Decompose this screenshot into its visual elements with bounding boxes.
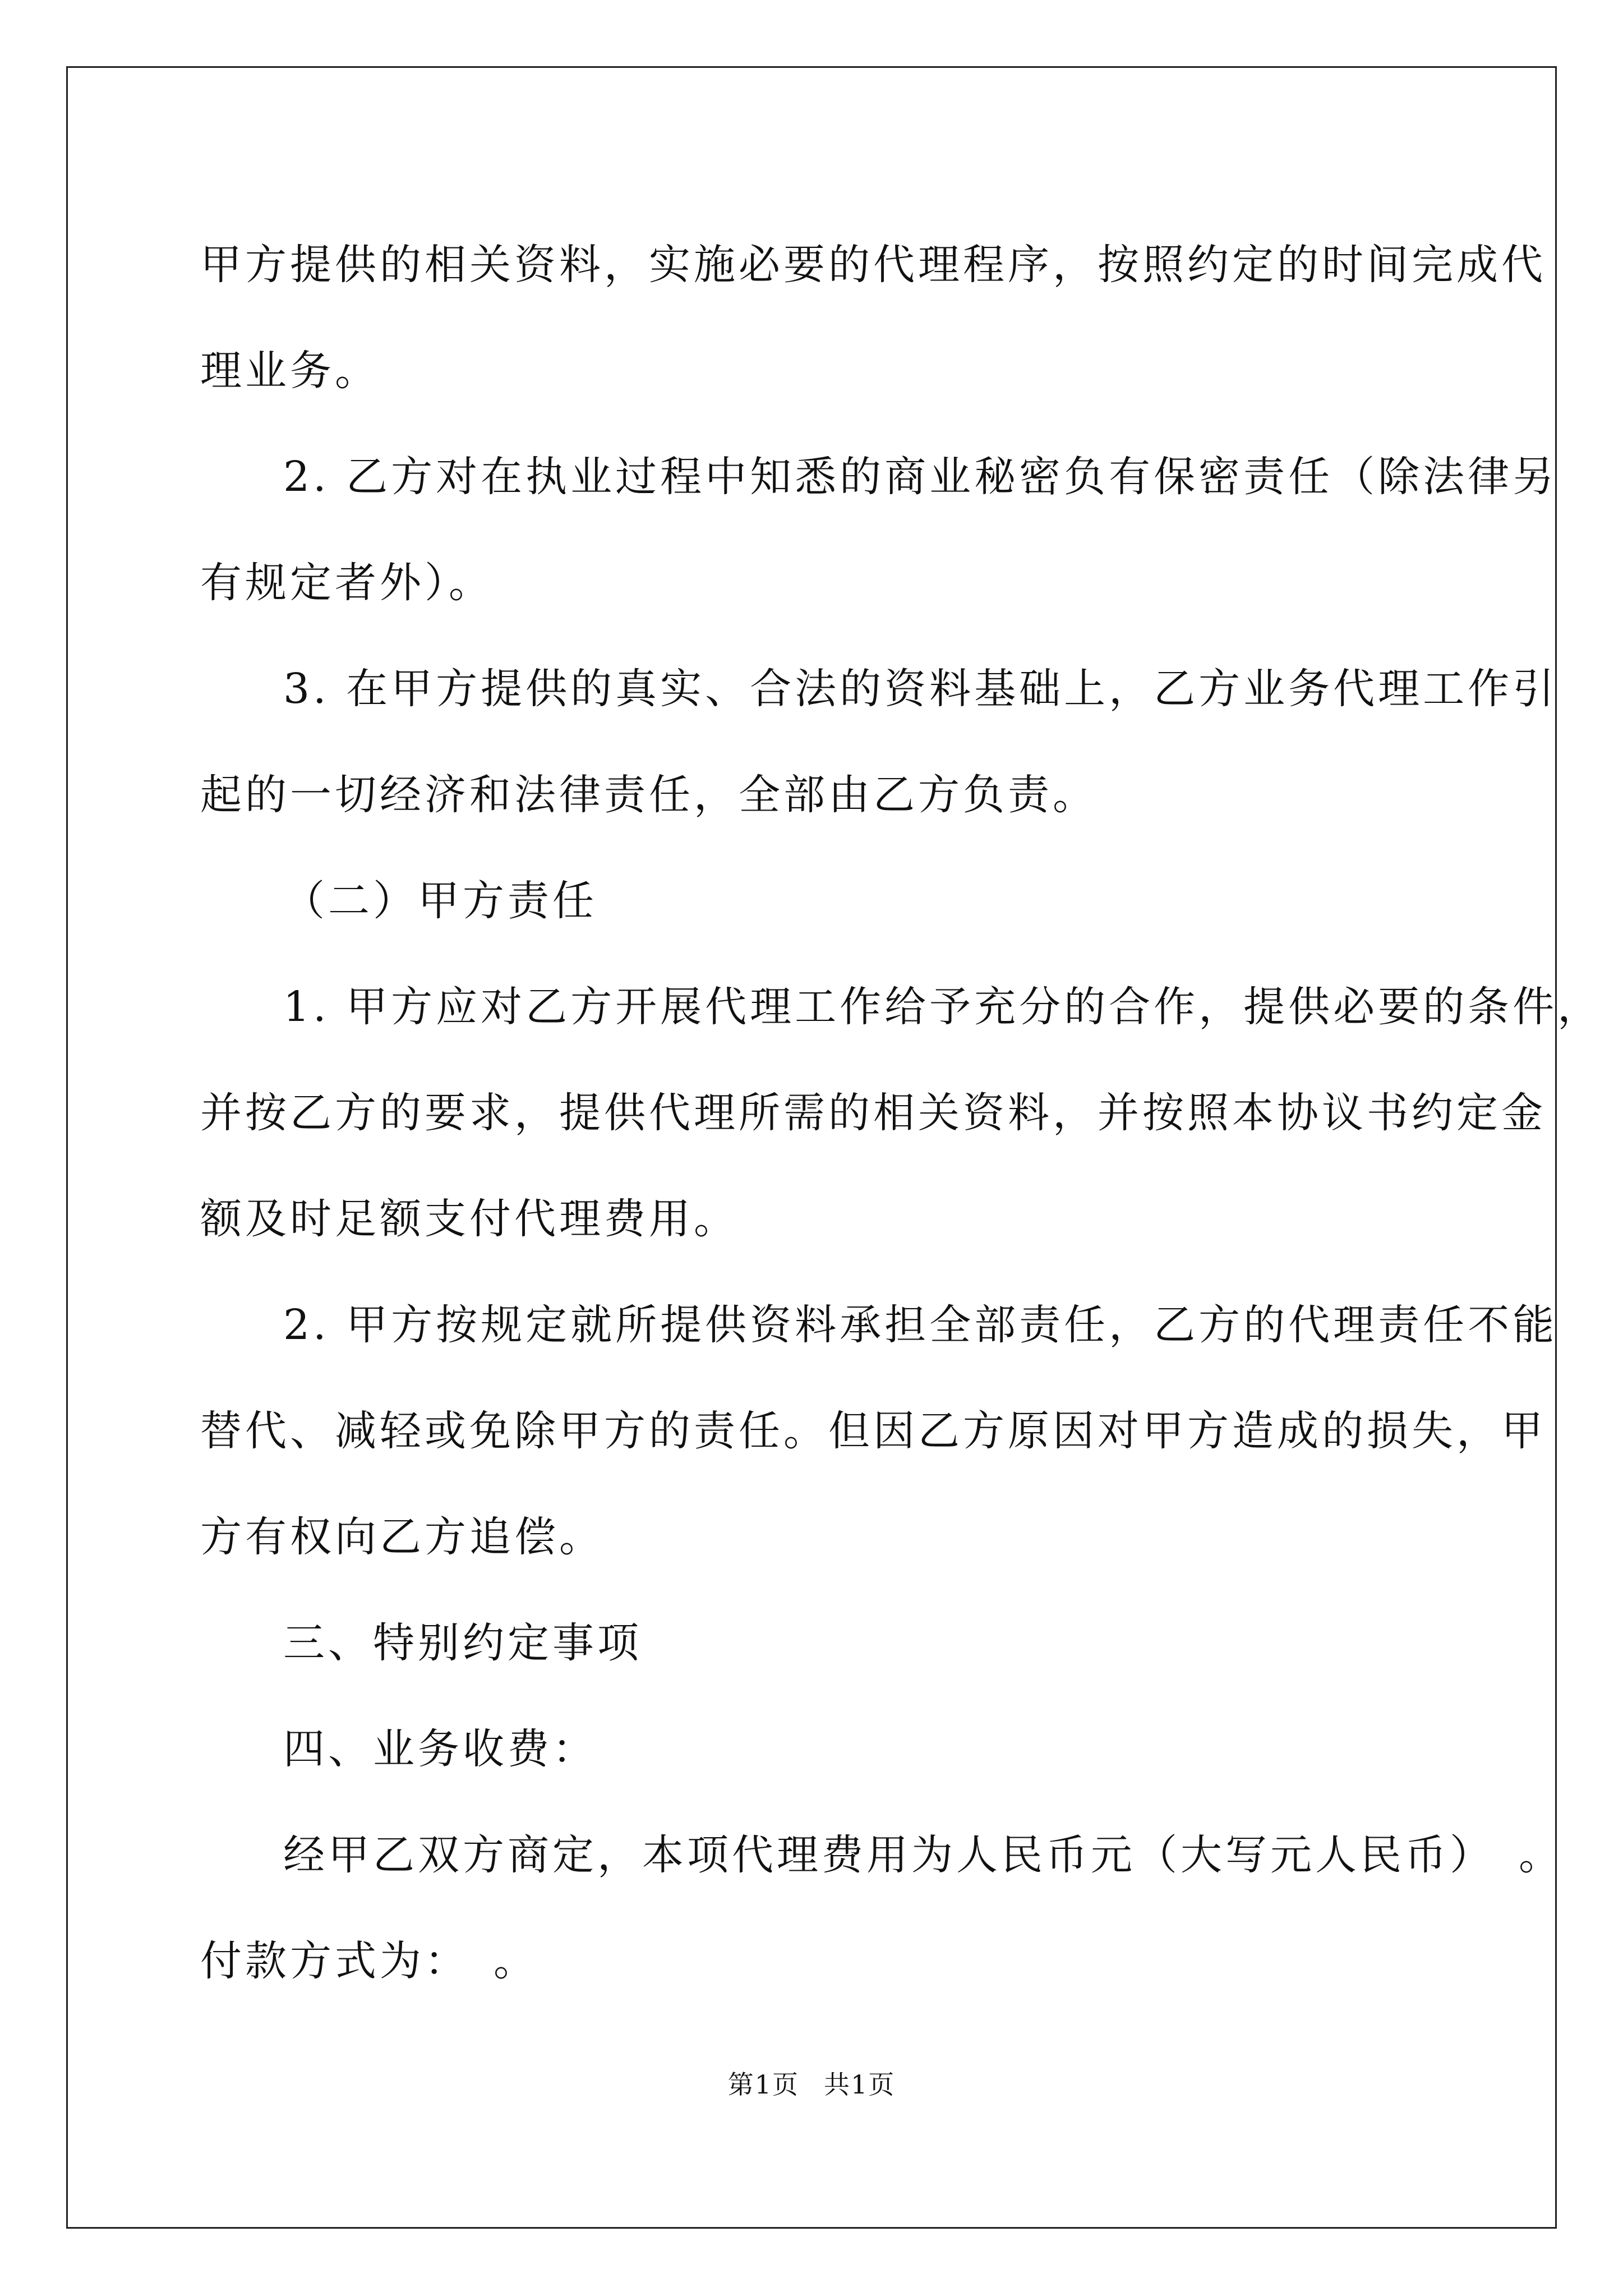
paragraph-line: 1. 甲方应对乙方开展代理工作给予充分的合作，提供必要的条件， xyxy=(283,983,1603,1031)
paragraph-line: 起的一切经济和法律责任，全部由乙方负责。 xyxy=(200,771,1098,819)
document-body xyxy=(200,212,1603,2014)
section-heading: 四、业务收费： xyxy=(283,1725,597,1773)
paragraph-line: 替代、减轻或免除甲方的责任。但因乙方原因对甲方造成的损失，甲 xyxy=(200,1407,1546,1455)
paragraph-line: 额及时足额支付代理费用。 xyxy=(200,1195,739,1243)
section-heading: 三、特别约定事项 xyxy=(283,1619,642,1667)
paragraph-line: 经甲乙双方商定，本项代理费用为人民币元（大写元人民币） 。 xyxy=(283,1831,1564,1879)
page-total: 共1页 xyxy=(824,2069,896,2100)
paragraph-line: 2. 甲方按规定就所提供资料承担全部责任，乙方的代理责任不能 xyxy=(283,1301,1558,1349)
paragraph-line: 有规定者外）。 xyxy=(200,559,494,607)
paragraph-line: 方有权向乙方追偿。 xyxy=(200,1513,604,1561)
paragraph-line: 2. 乙方对在执业过程中知悉的商业秘密负有保密责任（除法律另 xyxy=(283,453,1558,501)
section-heading: （二）甲方责任 xyxy=(283,877,597,925)
paragraph-line: 付款方式为： 。 xyxy=(200,1937,538,1985)
paragraph-line: 甲方提供的相关资料，实施必要的代理程序，按照约定的时间完成代 xyxy=(200,241,1546,289)
paragraph-line: 3. 在甲方提供的真实、合法的资料基础上，乙方业务代理工作引 xyxy=(283,665,1558,713)
page-footer xyxy=(0,2064,1623,2101)
page-number: 第1页 xyxy=(727,2069,799,2100)
paragraph-line: 并按乙方的要求，提供代理所需的相关资料，并按照本协议书约定金 xyxy=(200,1089,1546,1137)
paragraph-line: 理业务。 xyxy=(200,347,380,395)
